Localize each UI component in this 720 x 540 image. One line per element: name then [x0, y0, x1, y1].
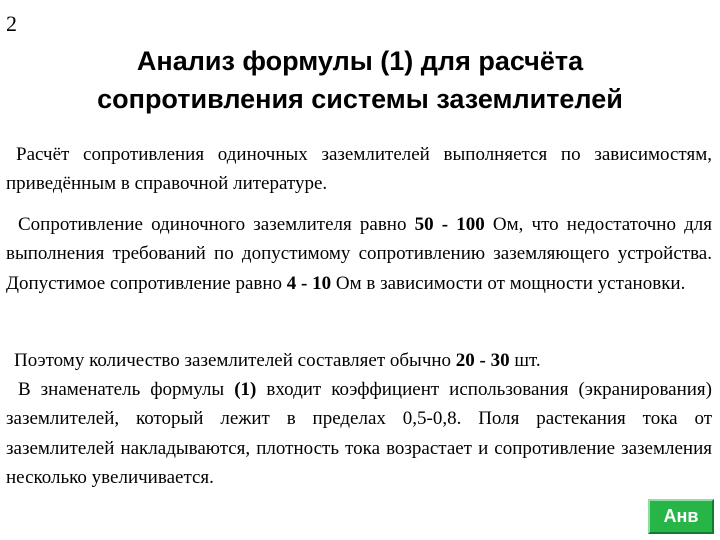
- slide-number: 2: [6, 11, 17, 36]
- formula-reference: (1): [234, 379, 257, 400]
- paragraph3-text-2: шт.: [509, 350, 541, 371]
- paragraph-utilization-coefficient: [6, 375, 712, 492]
- paragraph-electrode-count: [6, 346, 712, 375]
- slide-title: [0, 42, 720, 118]
- paragraph4-text-1: В знаменатель формулы: [18, 379, 235, 400]
- electrode-count-value: 20 - 30: [455, 350, 510, 371]
- paragraph2-text-2: Ом, что недостаточно для выполнения требований по допустимому сопротивлению заземляющего устройства. Допустимое сопротивление равно: [6, 214, 712, 294]
- resistance-range-value: 50 - 100: [414, 214, 485, 235]
- paragraph2-text-1: Сопротивление одиночного заземлителя равно: [18, 214, 415, 235]
- paragraph4-text-2: входит коэффициент использования (экранирования) заземлителей, который лежит в пределах 0,5-0,8. Поля растекания тока от заземлителей накладываются, плотность тока возрастает и сопротивление заземления несколько увеличивается.: [6, 379, 713, 488]
- paragraph3-text-1: Поэтому количество заземлителей составляет обычно: [14, 350, 456, 371]
- allowed-resistance-value: 4 - 10: [286, 272, 332, 294]
- paragraph2-text-3: Ом в зависимости от мощности установки.: [331, 272, 686, 294]
- paragraph-single-electrode-resistance: [6, 210, 712, 298]
- nav-button[interactable]: Анв: [648, 499, 714, 534]
- title-line-2: сопротивления системы заземлителей: [97, 84, 623, 114]
- title-line-1: Анализ формулы (1) для расчёта: [136, 46, 584, 76]
- paragraph-reference-calculation: Расчёт сопротивления одиночных заземлителей выполняется по зависимостям, приведённым в справочной литературе.: [6, 144, 712, 195]
